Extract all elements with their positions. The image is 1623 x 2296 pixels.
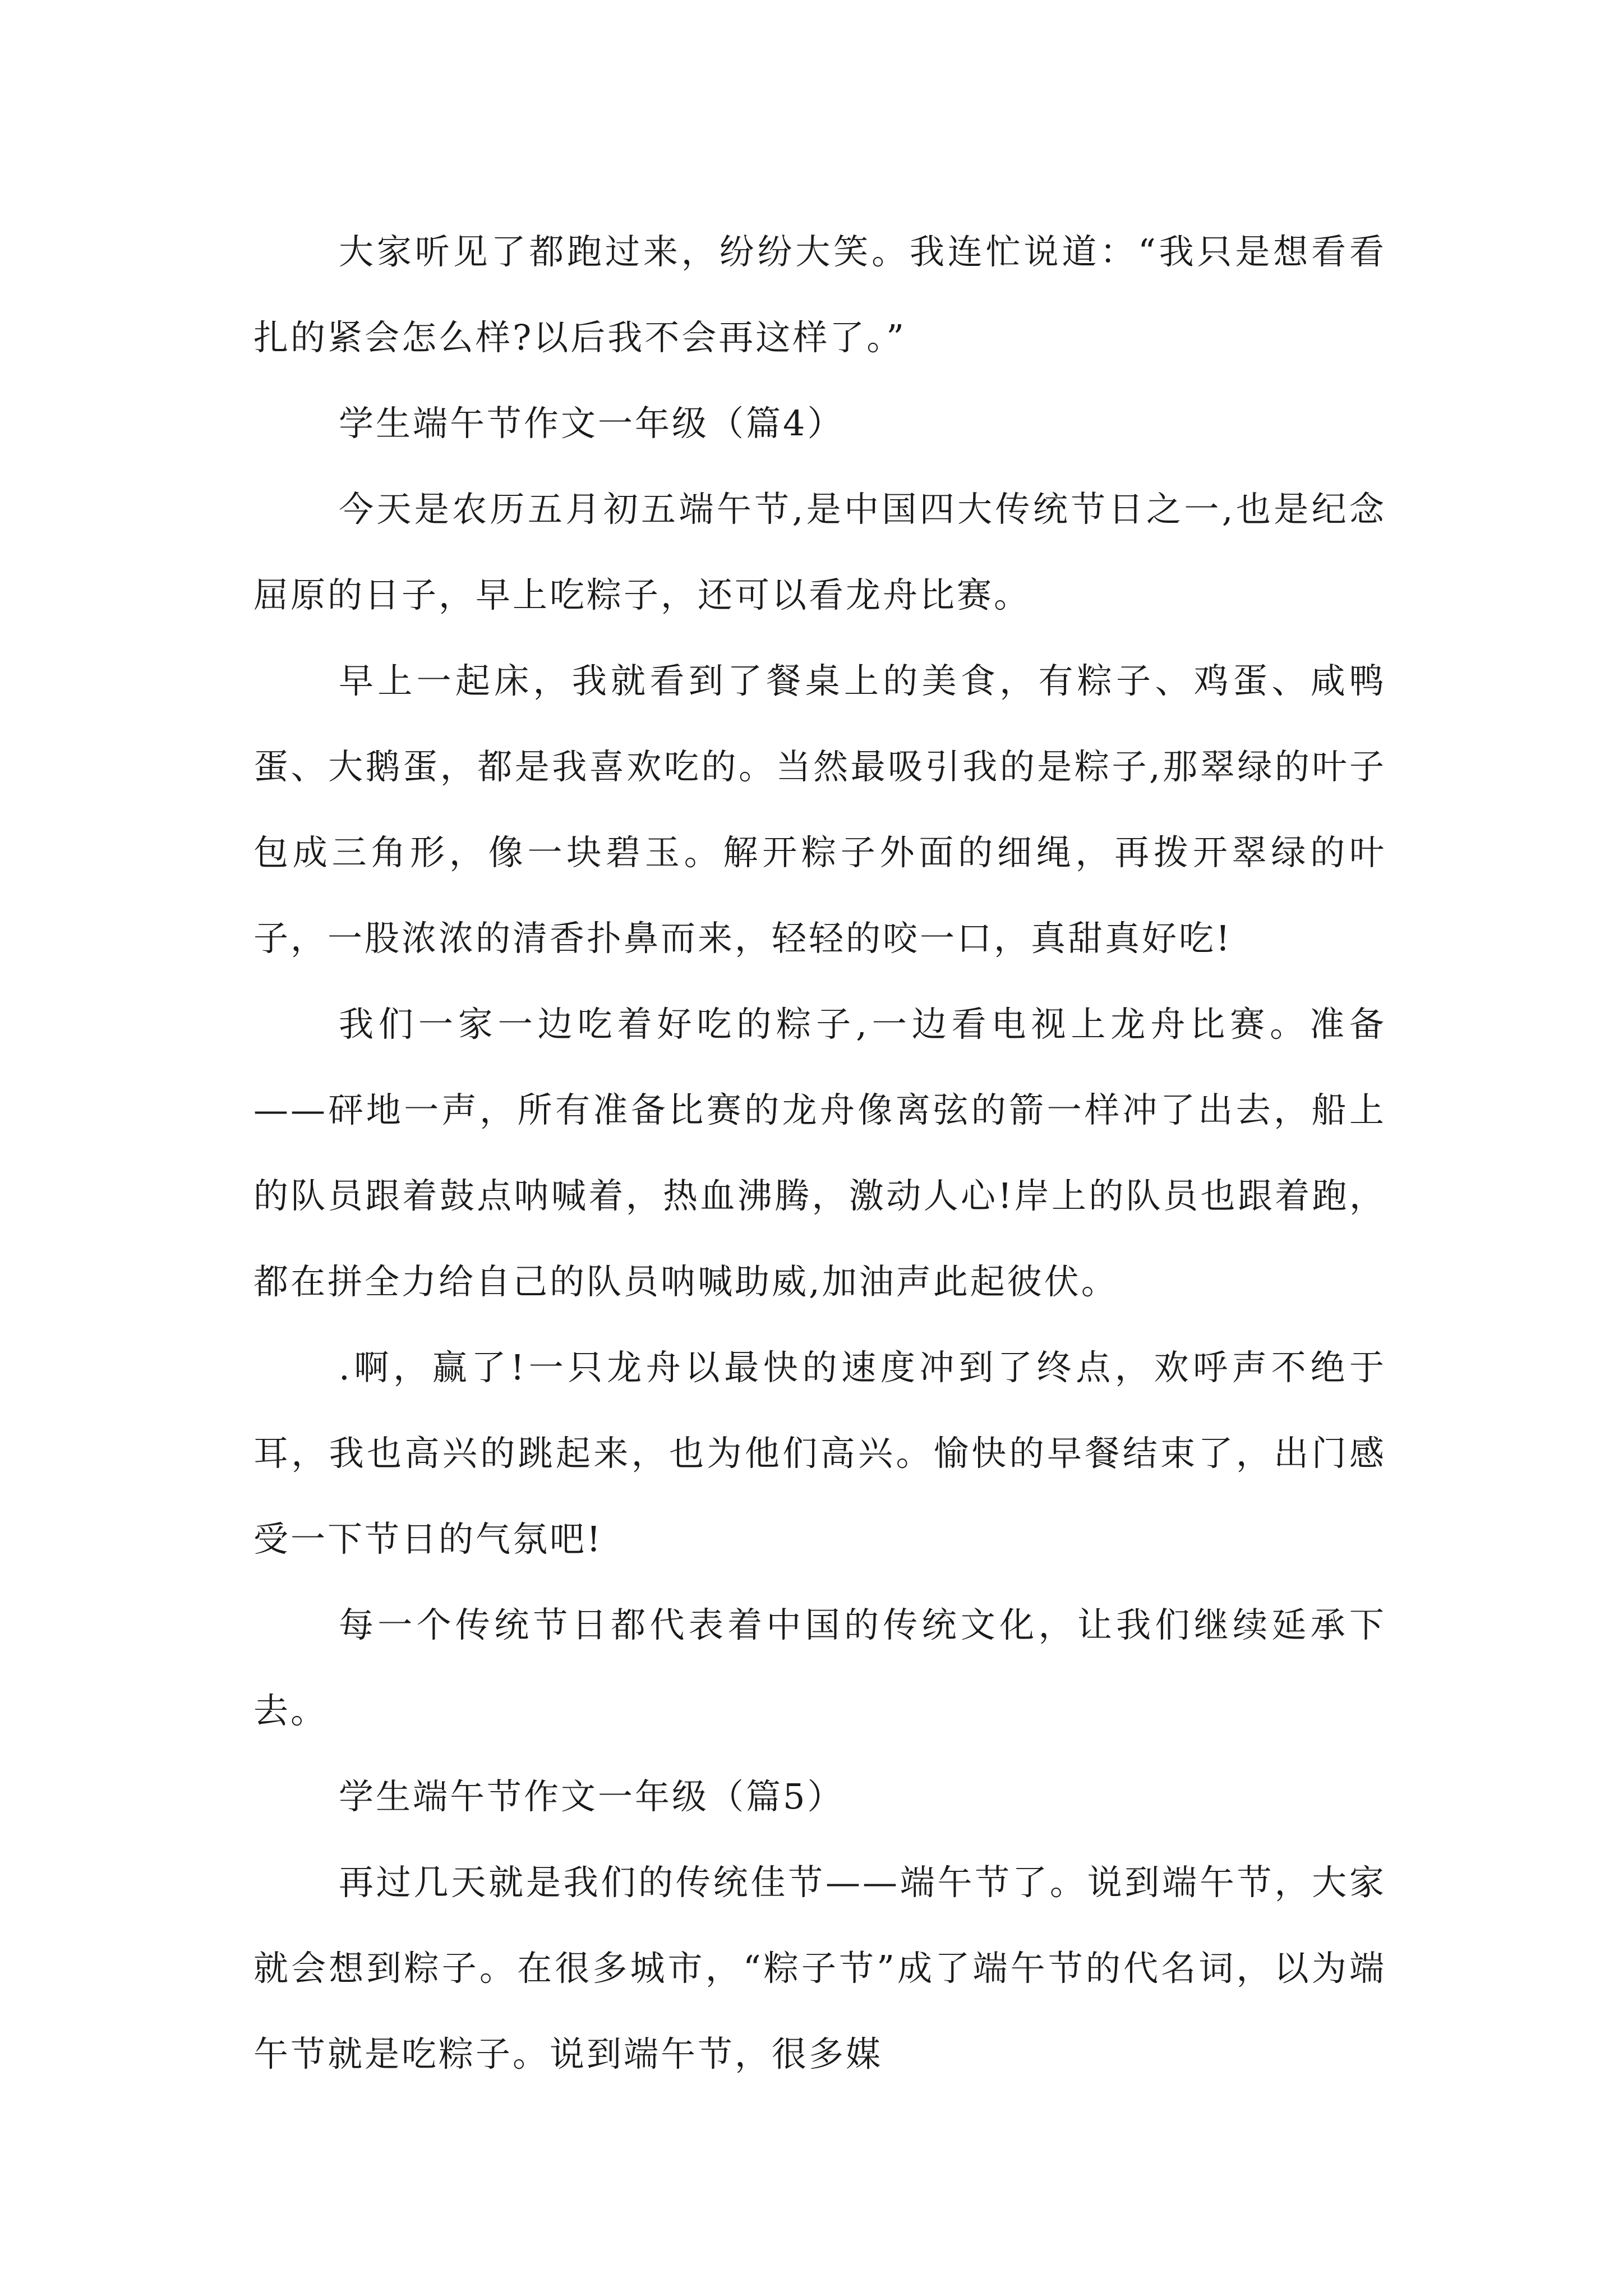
paragraph: 再过几天就是我们的传统佳节——端午节了。说到端午节，大家就会想到粽子。在很多城市，“粽子节”成了端午节的代名词，以为端午节就是吃粽子。说到端午节，很多媒 xyxy=(253,1862,1386,2074)
paragraph: 我们一家一边吃着好吃的粽子,一边看电视上龙舟比赛。准备——砰地一声，所有准备比赛的龙舟像离弦的箭一样冲了出去，船上的队员跟着鼓点呐喊着，热血沸腾，激动人心!岸上的队员也跟着跑，都在拼全力给自己的队员呐喊助威,加油声此起彼伏。 xyxy=(253,1004,1386,1302)
section-heading: 学生端午节作文一年级（篇4） xyxy=(339,403,845,444)
paragraph: 每一个传统节日都代表着中国的传统文化，让我们继续延承下去。 xyxy=(253,1604,1386,1731)
section-heading: 学生端午节作文一年级（篇5） xyxy=(339,1776,845,1817)
paragraph: 今天是农历五月初五端午节,是中国四大传统节日之一,也是纪念屈原的日子，早上吃粽子，还可以看龙舟比赛。 xyxy=(253,489,1386,615)
paragraph: .啊，赢了!一只龙舟以最快的速度冲到了终点，欢呼声不绝于耳，我也高兴的跳起来，也为他们高兴。愉快的早餐结束了，出门感受一下节日的气氛吧! xyxy=(253,1347,1386,1559)
paragraph: 大家听见了都跑过来，纷纷大笑。我连忙说道：“我只是想看看扎的紧会怎么样?以后我不会再这样了。” xyxy=(253,231,1386,358)
paragraph: 早上一起床，我就看到了餐桌上的美食，有粽子、鸡蛋、咸鸭蛋、大鹅蛋，都是我喜欢吃的。当然最吸引我的是粽子,那翠绿的叶子包成三角形，像一块碧玉。解开粽子外面的细绳，再拨开翠绿的叶子，一股浓浓的清香扑鼻而来，轻轻的咬一口，真甜真好吃! xyxy=(253,660,1386,959)
document-body xyxy=(253,209,1386,2097)
